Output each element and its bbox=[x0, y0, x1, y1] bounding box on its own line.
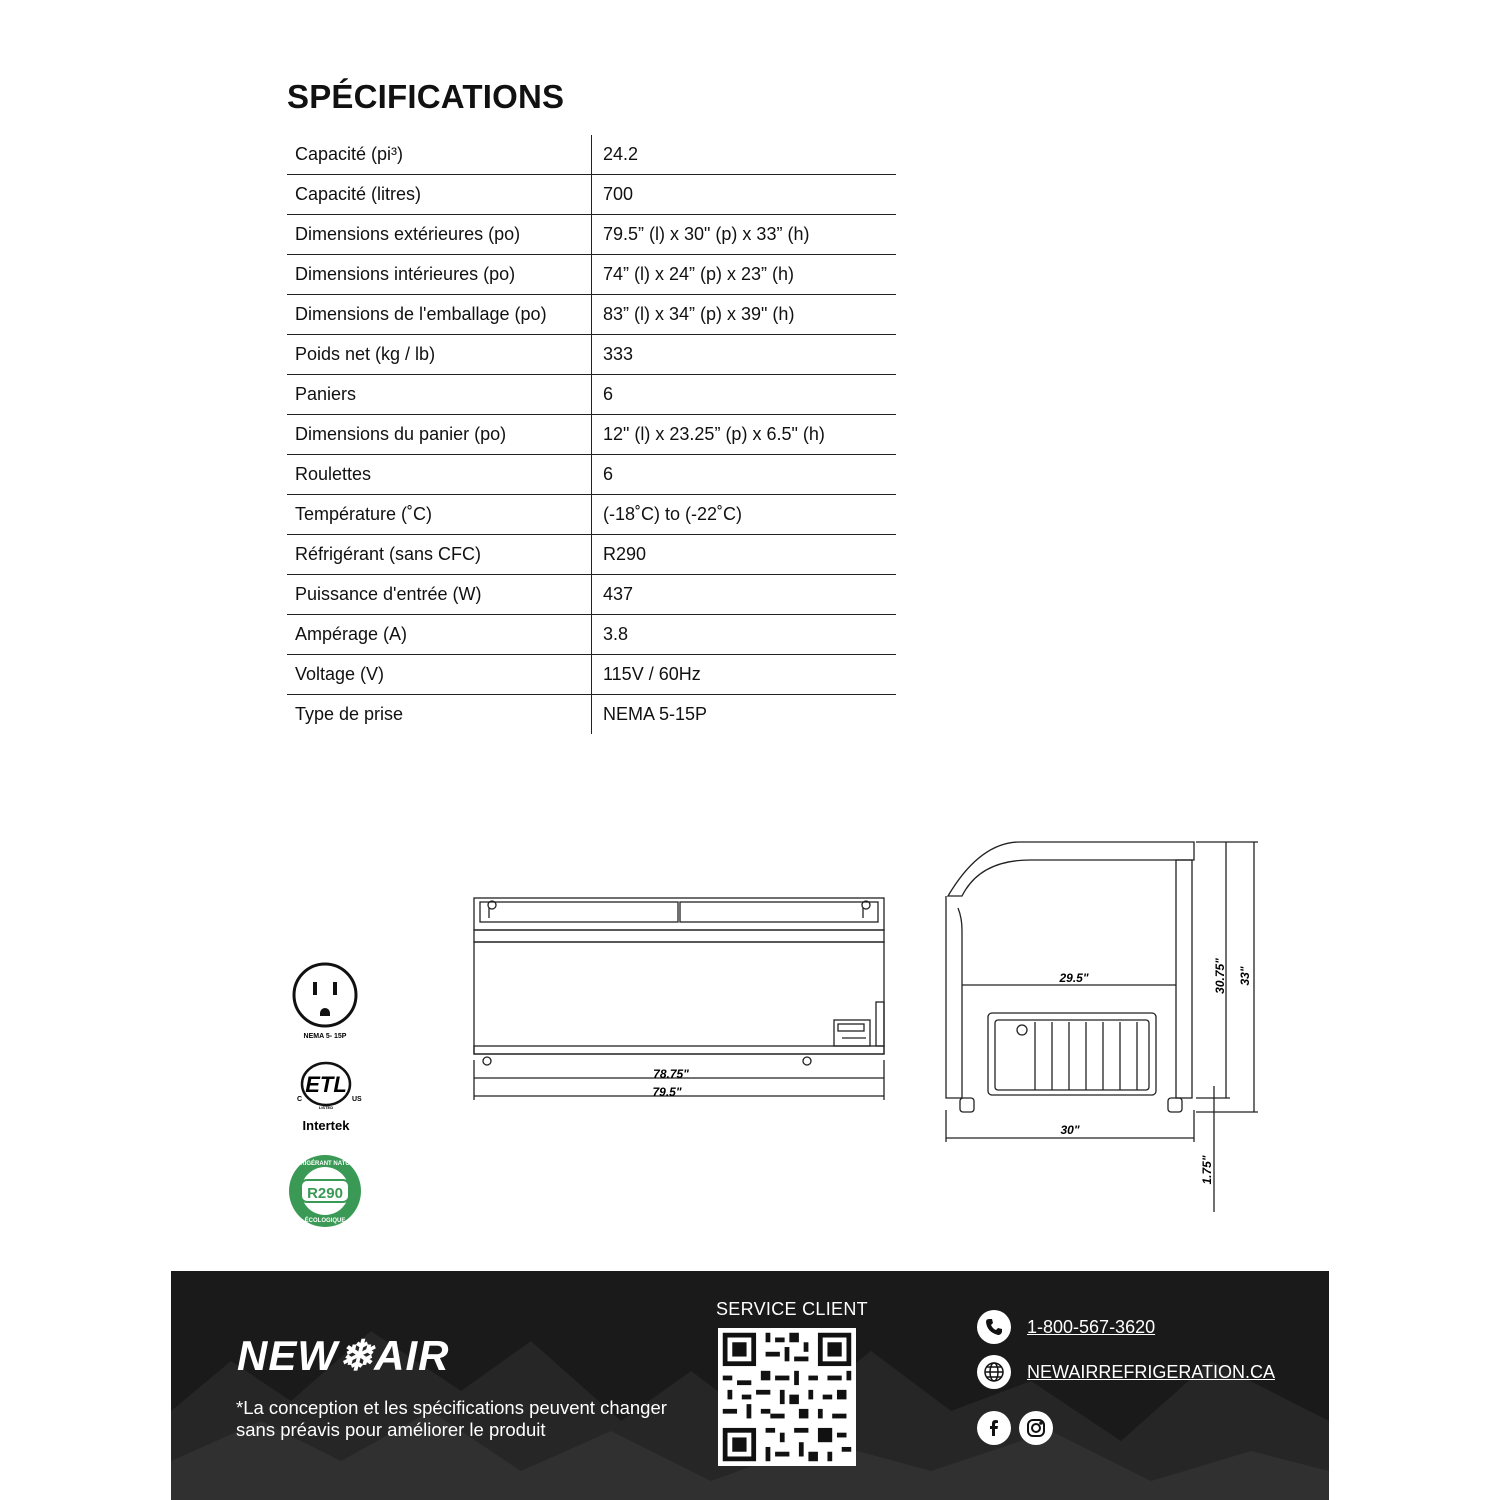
svg-text:US: US bbox=[352, 1096, 362, 1103]
spec-value: NEMA 5-15P bbox=[592, 695, 897, 735]
phone-icon bbox=[977, 1310, 1011, 1344]
qr-code-icon bbox=[718, 1328, 856, 1466]
spec-value: 6 bbox=[592, 455, 897, 495]
service-client-label: SERVICE CLIENT bbox=[716, 1299, 868, 1319]
phone-link[interactable]: 1-800-567-3620 bbox=[1027, 1316, 1156, 1337]
spec-label: Dimensions de l'emballage (po) bbox=[287, 295, 592, 335]
svg-text:ÉCOLOGIQUE: ÉCOLOGIQUE bbox=[304, 1218, 346, 1224]
svg-text:R290: R290 bbox=[307, 1185, 343, 1202]
svg-text:RÉFRIGÉRANT NATUREL: RÉFRIGÉRANT NATUREL bbox=[288, 1161, 362, 1167]
spec-label: Capacité (litres) bbox=[287, 175, 592, 215]
r290-eco-icon bbox=[288, 1155, 362, 1227]
spec-label: Dimensions extérieures (po) bbox=[287, 215, 592, 255]
spec-value: R290 bbox=[592, 535, 897, 575]
spec-value: 12" (l) x 23.25” (p) x 6.5" (h) bbox=[592, 415, 897, 455]
caster-height-label: 1.75" bbox=[1200, 1155, 1214, 1185]
svg-text:LISTED: LISTED bbox=[318, 1105, 334, 1110]
spec-label: Capacité (pi³) bbox=[287, 135, 592, 175]
spec-label: Dimensions intérieures (po) bbox=[287, 255, 592, 295]
svg-text:C: C bbox=[297, 1096, 303, 1103]
intertek-label: Intertek bbox=[302, 1118, 350, 1133]
footer-banner bbox=[171, 1271, 1329, 1500]
svg-text:ETL: ETL bbox=[305, 1072, 347, 1097]
spec-label: Dimensions du panier (po) bbox=[287, 415, 592, 455]
instagram-icon[interactable] bbox=[1019, 1411, 1053, 1445]
height-inner-label: 30.75" bbox=[1213, 958, 1227, 994]
spec-value: 24.2 bbox=[592, 135, 897, 175]
spec-label: Puissance d'entrée (W) bbox=[287, 575, 592, 615]
spec-value: 115V / 60Hz bbox=[592, 655, 897, 695]
side-outer-depth-label: 30" bbox=[1060, 1123, 1080, 1137]
spec-value: 700 bbox=[592, 175, 897, 215]
nema-label: NEMA 5- 15P bbox=[303, 1033, 347, 1040]
spec-label: Type de prise bbox=[295, 704, 404, 724]
side-inner-depth-label: 29.5" bbox=[1059, 971, 1089, 985]
page-title: SPÉCIFICATIONS bbox=[287, 78, 565, 115]
spec-label: Voltage (V) bbox=[287, 655, 592, 695]
spec-value: 79.5” (l) x 30" (p) x 33” (h) bbox=[592, 215, 897, 255]
spec-value: 333 bbox=[592, 335, 897, 375]
spec-label: Paniers bbox=[287, 375, 592, 415]
spec-label: Poids net (kg / lb) bbox=[287, 335, 592, 375]
facebook-icon[interactable] bbox=[977, 1411, 1011, 1445]
etl-certification-icon bbox=[297, 1063, 362, 1110]
front-inner-width-label: 78.75" bbox=[653, 1067, 689, 1081]
spec-label: Température (˚C) bbox=[287, 495, 592, 535]
website-link[interactable]: NEWAIRREFRIGERATION.CA bbox=[1027, 1361, 1276, 1382]
spec-label: Ampérage (A) bbox=[287, 615, 592, 655]
nema-outlet-icon bbox=[294, 964, 356, 1026]
spec-value: 3.8 bbox=[592, 615, 897, 655]
spec-value: 83” (l) x 34” (p) x 39" (h) bbox=[592, 295, 897, 335]
spec-value: (-18˚C) to (-22˚C) bbox=[592, 495, 897, 535]
social-links bbox=[977, 1411, 1053, 1445]
globe-icon bbox=[977, 1355, 1011, 1389]
spec-label: Roulettes bbox=[287, 455, 592, 495]
front-outer-width-label: 79.5" bbox=[652, 1085, 682, 1099]
spec-label: Réfrigérant (sans CFC) bbox=[287, 535, 592, 575]
brand-logo: NEW❄AIR bbox=[237, 1332, 450, 1379]
spec-value: 6 bbox=[592, 375, 897, 415]
phone-contact[interactable] bbox=[977, 1310, 1155, 1344]
website-contact[interactable] bbox=[977, 1355, 1275, 1389]
spec-value: 74” (l) x 24” (p) x 23” (h) bbox=[592, 255, 897, 295]
spec-value: 437 bbox=[592, 575, 897, 615]
height-outer-label: 33" bbox=[1238, 966, 1252, 986]
qr-code[interactable] bbox=[718, 1328, 856, 1466]
disclaimer-text: *La conception et les spécifications peuvent changer sans préavis pour améliorer le produit bbox=[236, 1397, 667, 1440]
